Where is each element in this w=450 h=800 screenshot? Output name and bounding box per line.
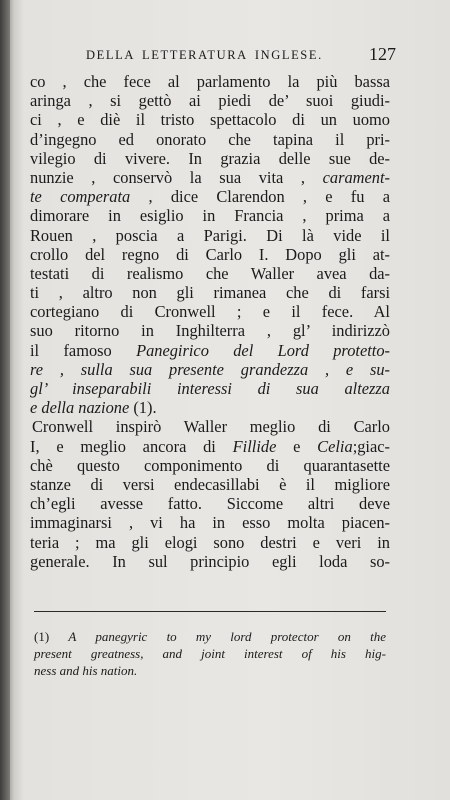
text-line: il famoso Panegirico del Lord protetto- [30, 340, 390, 360]
text-line: ci , e diè il tristo spettacolo di un uomo [30, 110, 390, 130]
text-line: d’ingegno ed onorato che tapina il pri- [30, 129, 390, 149]
body-text [30, 72, 390, 571]
page-header [86, 46, 396, 66]
text-line: nunzie , conservò la sua vita , carament- [30, 167, 390, 187]
page-number: 127 [369, 44, 396, 64]
text-line: Cronwell inspirò Waller meglio di Carlo [32, 417, 390, 437]
text-line: Rouen , poscia a Parigi. Di là vide il [30, 225, 390, 245]
footnote [34, 628, 386, 679]
text-line: e della nazione (1). [30, 398, 157, 418]
text-line: ti , altro non gli rimanea che di farsi [30, 283, 390, 303]
text-line: ch’egli avesse fatto. Siccome altri deve [30, 494, 390, 514]
text-line: gl’ inseparabili interessi di sua altezza [30, 379, 390, 398]
footnote-marker: (1) [34, 629, 69, 644]
footnote-divider [34, 611, 386, 612]
italic-work-title: Panegirico del Lord protetto- [136, 340, 390, 360]
text-line: crollo del regno di Carlo I. Dopo gli at- [30, 244, 390, 264]
text-line: generale. In sul principio egli loda so- [30, 551, 390, 571]
italic-quote: te comperata [30, 187, 131, 207]
text-line: dimorare in esiglio in Francia , prima a [30, 206, 390, 226]
italic-work-title: Fillide [232, 436, 277, 456]
text-line: te comperata , dice Clarendon , e fu a [30, 187, 390, 207]
text-line: cortegiano di Cronwell ; e il fece. Al [30, 302, 390, 322]
text-line: co , che fece al parlamento la più bassa [30, 72, 390, 91]
italic-work-title: Celia [317, 436, 353, 456]
footnote-line: present greatness, and joint interest of his hig- [34, 646, 386, 661]
footnote-line: ness and his nation. [34, 663, 138, 678]
italic-quote: carament- [322, 167, 390, 187]
text-line: vilegio di vivere. In grazia delle sue de- [30, 148, 390, 168]
text-line: teria ; ma gli elogi sono destri e veri in [30, 532, 390, 552]
text-line: aringa , si gettò ai piedi de’ suoi giudi- [30, 91, 390, 111]
text-line: chè questo componimento di quarantasette [30, 455, 390, 475]
text-line: immaginarsi , vi ha in esso molta piacen- [30, 513, 390, 533]
page-gutter-shadow [0, 0, 10, 800]
text-line: I, e meglio ancora di Fillide e Celia;giac- [30, 436, 390, 456]
text-line: re , sulla sua presente grandezza , e su- [30, 359, 390, 379]
running-title: DELLA LETTERATURA INGLESE. [86, 48, 323, 62]
footnote-line: (1) A panegyric to my lord protector on the [34, 629, 386, 644]
text-line: testati di realismo che Waller avea da- [30, 263, 390, 283]
text-line: stanze di versi endecasillabi è il migliore [30, 474, 390, 494]
text-line: suo ritorno in Inghilterra , gl’ indirizzò [30, 321, 390, 341]
italic-work-title: e della nazione [30, 398, 130, 418]
